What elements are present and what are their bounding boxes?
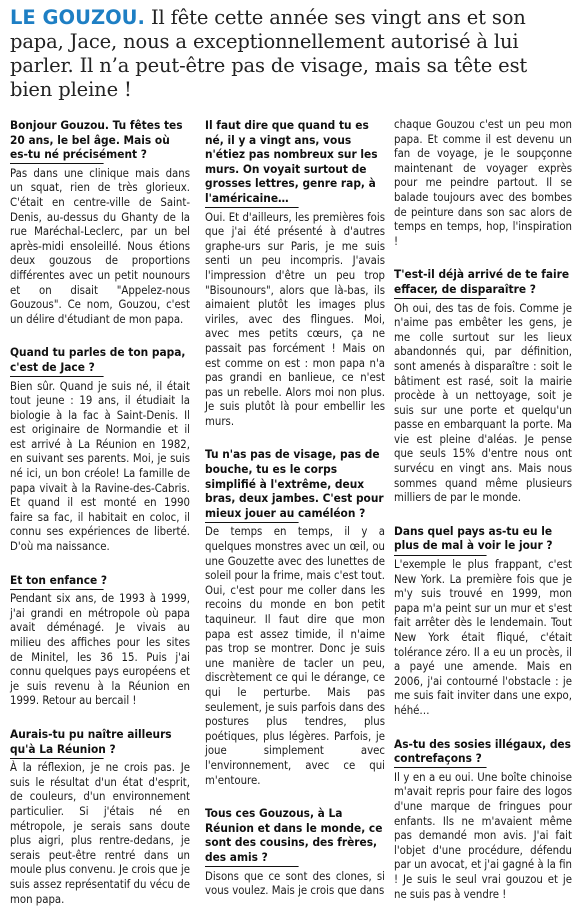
question: Dans quel pays as-tu eu le plus de mal à voir le jour ? — [394, 524, 572, 556]
answer: Oh oui, des tas de fois. Comme je n'aime pas embêter les gens, je me colle surtout sur les lieux abandonnés qui, par définition, sont amenés à disparaître : soit le bâtiment est rasé, soit la mairie procède à un nettoyage, soit je suis sur une porte et quelqu'un passe en embarquant la porte. Ma vie est pleine d'aléas. Je pense que seuls 15% d'entre nous ont survécu en vingt ans. Mais nous sommes quand même plusieurs milliers de par le monde. — [394, 301, 572, 505]
answer: Bien sûr. Quand je suis né, il était tout jeune : 19 ans, il étudiait la biologie à la fac à Saint-Denis. Il est originaire de Normandie et il est arrivé à La Réunion en 1982, en suivant ses parents. Moi, je suis né ici, un bon créole! La famille de papa vivait à la Ravine-des-Cabris. Et quand il est monté en 1990 faire sa fac, il habitait en coloc, il connu ses expériences de liberté. D'où ma naissance. — [10, 379, 190, 554]
column-1 — [10, 118, 190, 906]
intro-text: Il fête cette année ses vingt ans et son papa, Jace, nous a exceptionnellement autorisé à lui parler. Il n’a peut-être pas de visage, mais sa tête est bien pleine ! — [10, 6, 528, 101]
answer: L'exemple le plus frappant, c'est New York. La première fois que je m'y suis trouvé en 1999, mon papa m'a peint sur un mur et s'est fait arrêter dès le lendemain. Tout New York était fliqué, c'était tolérance zéro. Il a eu un procès, il a payé une amende. Mais en 2006, j'ai contourné l'obstacle : je me suis fait inviter dans une expo, héhé… — [394, 558, 572, 717]
question: Tu n'as pas de visage, pas de bouche, tu es le corps simplifié à l'extrême, deux bras, deux jambes. C'est pour mieux jouer au caméléon ? — [205, 447, 385, 523]
column-2 — [205, 118, 385, 898]
answer: De temps en temps, il y a quelques monstres avec un œil, ou une Gouzette avec des lunettes de soleil pour la frime, mais c'est tout. Oui, c'est pour me coller dans les recoins du monde en bon petit taquineur. Il faut dire que mon papa est assez timide, il n'aime pas trop se montrer. Donc je suis une manière de tacler un peu, discrètement ce qui le dérange, ce qui le perturbe. Mais pas seulement, je suis parfois dans des postures plus tendres, plus poétiques, plus légères. Parfois, je joue simplement avec l'environnement, avec ce qui m'entoure. — [205, 525, 385, 787]
question: Aurais-tu pu naître ailleurs qu'à La Réunion ? — [10, 727, 190, 759]
answer: Pas dans une clinique mais dans un squat, rien de très glorieux. C'était en centre-ville de Saint-Denis, au-dessus du Ghanty de la rue Maréchal-Leclerc, par un bel après-midi ensoleillé. Nous étions deux gouzous de proportions différentes avec un petit nounours et on disait "Appelez-nous Gouzous". Ce nom, Gouzou, c'est un délire d'étudiant de mon papa. — [10, 166, 190, 326]
question: T'est-il déjà arrivé de te faire effacer, de disparaître ? — [394, 267, 572, 299]
question: Et ton enfance ? — [10, 573, 190, 591]
answer: À la réflexion, je ne crois pas. Je suis le résultat d'un état d'esprit, de couleurs, d'un environnement particulier. Si j'étais né en métropole, je serais sans doute plus aigri, plus rentre-dedans, je serais peut-être rentré dans un moule plus convenu. Je crois que je suis assez représentatif du vécu de mon papa. — [10, 761, 190, 906]
kicker: LE GOUZOU. — [10, 6, 145, 29]
article-intro — [10, 6, 572, 102]
answer: Oui. Et d'ailleurs, les premières fois que j'ai été présenté à d'autres graphe-urs sur Paris, je me suis senti un peu incompris. J'avais l'impression d'être un peu trop "Bisounours", alors que là-bas, ils aimaient plutôt les images plus viriles, avec des flingues. Moi, avec mes petits cœurs, ça ne passait pas forcément ! Mais on est comme on est : mon papa n'a pas grandi en banlieue, ce n'est pas un rebelle. Alors moi non plus. Je suis plutôt là pour embellir les murs. — [205, 210, 385, 428]
column-3 — [394, 118, 572, 901]
question: Il faut dire que quand tu es né, il y a vingt ans, vous n'étiez pas nombreux sur les murs. On voyait surtout de grosses lettres, genre rap, à l'américaine… — [205, 118, 385, 209]
question: As-tu des sosies illégaux, des contrefaçons ? — [394, 737, 572, 769]
question: Quand tu parles de ton papa, c'est de Jace ? — [10, 345, 190, 377]
question: Bonjour Gouzou. Tu fêtes tes 20 ans, le bel âge. Mais où es-tu né précisément ? — [10, 118, 190, 165]
question: Tous ces Gouzous, à La Réunion et dans le monde, ce sont des cousins, des frères, des amis ? — [205, 806, 385, 867]
answer-continued: chaque Gouzou c'est un peu mon papa. Et comme il est devenu un fan de voyage, je le soupçonne maintenant de voyager exprès pour me peindre partout. Il se balade toujours avec des bombes de peinture dans son sac alors de temps en temps, hop, l'inspiration ! — [394, 118, 572, 248]
answer: Il y en a eu oui. Une boîte chinoise m'avait repris pour faire des logos d'une marque de fringues pour enfants. Ils ne m'avaient même pas demandé mon avis. J'ai fait l'objet d'une procédure, défendu par un avocat, et j'ai gagné à la fin ! Je suis le seul vrai gouzou et je ne suis pas à vendre ! — [394, 770, 572, 901]
answer: Disons que ce sont des clones, si vous voulez. Mais je crois que dans — [205, 869, 385, 898]
answer: Pendant six ans, de 1993 à 1999, j'ai grandi en métropole où papa avait déménagé. Je vivais au milieu des affiches pour les sites de Minitel, les 36 15. Puis j'ai connu quelques pays européens et je suis revenu à la Réunion en 1999. Retour au bercail ! — [10, 592, 190, 708]
